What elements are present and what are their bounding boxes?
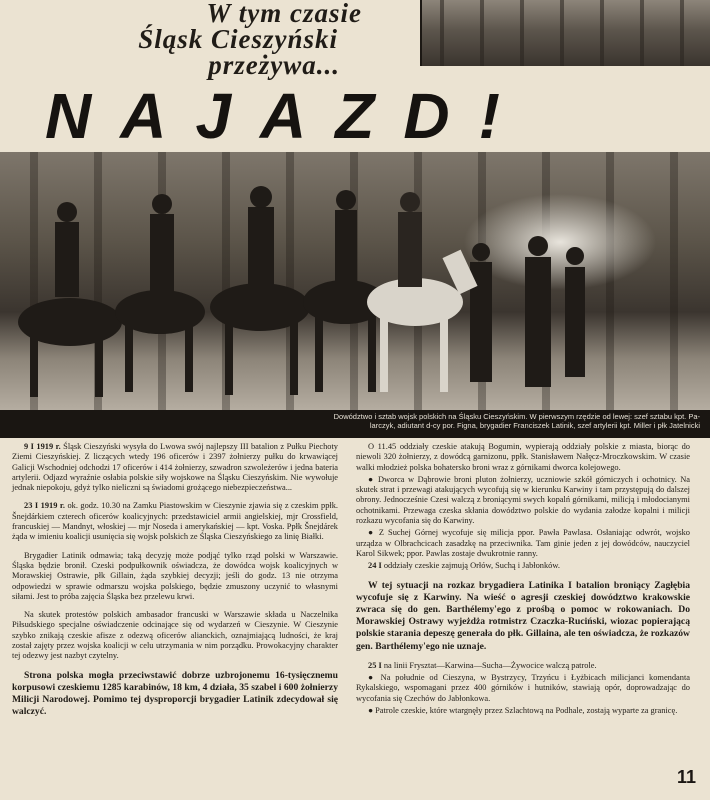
- paragraph-text: O 11.45 oddziały czeskie atakują Bogumin, wypierają oddziały polskie z miasta, biorąc do niewoli 320 żołnierzy, z dowódcą garnizonu, ppłk. Stanisławem Nałęcz-Mroczkowskim. W czasie walki młodzież polska bohatersko broni wraz z górnikami dworca kolejowego.: [356, 442, 690, 472]
- paragraph-text: ● Patrole czeskie, które wtargnęły przez Szlachtową na Podhale, zostają wyparte za granicę.: [368, 705, 678, 715]
- left-column: [12, 442, 338, 720]
- paragraph-bold: [356, 580, 690, 653]
- date: 9 I 1919 r.: [24, 442, 61, 451]
- paragraph-text: na linii Frysztat—Karwina—Sucha—Żywocice walczą patrole.: [381, 660, 597, 670]
- headline-line-3: przeżywa...: [208, 50, 340, 80]
- paragraph: [356, 661, 690, 671]
- headline-line-1: W tym czasie: [206, 0, 362, 28]
- paragraph-text: W tej sytuacji na rozkaz brygadiera Latinika I batalion broniący Zagłębia wycofuje się z Karwiny. Na wieść o agresji czeskiej dowództwo krakowskie zwraca się do gen. Barthélemy'ego z prośbą o pomoc w rokowaniach. Do Morawskiej Ostrawy wyjeżdża rotmistrz Czaczka-Ruciński, wiozac popierającą polskie starania depeszę generała do płk. Gillaina, ale ten oświadcza, że rozkazów gen. Barthélemy'ego nie uznaje.: [356, 579, 690, 652]
- paragraph-text: Na skutek protestów polskich ambasador francuski w Warszawie składa u Naczelnika Piłsudskiego specjalne oświadczenie odcinające się od wydarzeń w Cieszynie. W Cieszynie szybko znikają czeskie afisze z odezwą oficerów alianckich, oznajmiającą ludności, że kraj został zajęty przez wojska koalicji w celu utrzymania w nim porządku. Prowokacyjny charakter tej odezwy jest nazbyt czytelny.: [12, 610, 338, 661]
- paragraph: [12, 610, 338, 661]
- paragraph-bold: [12, 670, 338, 719]
- paragraph: [356, 528, 690, 559]
- headline-block: [0, 0, 420, 80]
- paragraph: [356, 442, 690, 473]
- top-photo: [420, 0, 710, 66]
- page-number: 11: [676, 767, 696, 787]
- photo-caption: [0, 410, 710, 438]
- photo-caption-line-2: larczyk, adiutant d-cy por. Figna, brygadier Franciszek Latinik, szef artylerii kpt. Miller i płk Jatelnicki: [369, 421, 700, 430]
- paragraph-text: Brygadier Latinik odmawia; taką decyzję może podjąć tylko rząd polski w Warszawie. Śląska będzie bronił. Czeski podpułkownik oświadcza, że dowódca wojsk koalicyjnych w Morawskiej Ostrawie, płk Gillain, żąda szybkiej decyzji; jeśli do godz. 13 nie otrzyma odpowiedzi w sprawie odmarszu wojska polskiego, będzie zmuszony uczynić to własnymi siłami. Jest to próba zajęcia Śląska bez przelewu krwi.: [12, 550, 338, 601]
- paragraph-text: ● Dworca w Dąbrowie broni pluton żołnierzy, uczniowie szkół górniczych i ochotnicy. Na skutek strat i przewagi atakujących wycofują się w kierunku Karwiny i tam przystępują do dalszej obrony. Jednocześnie Czesi walczą z broniącymi swych kopalń górnikami, milicją i młodocianymi ochotnikami. Przewaga czeska skłania dowództwo polskie do wydania załodze kopalni i milicji rozkazu wycofania się do Karwiny.: [356, 474, 690, 526]
- paragraph: [356, 706, 690, 716]
- paragraph: [356, 673, 690, 704]
- photo-silhouettes: [0, 152, 710, 410]
- paragraph: [356, 475, 690, 526]
- paragraph-text: Śląsk Cieszyński wysyła do Lwowa swój najlepszy III batalion z Pułku Piechoty Ziemi Cieszyńskiej. Z liczących wtedy 196 oficerów i 2397 żołnierzy pułku do krwawiącej Galicji Wschodniej odchodzi 17 oficerów i 414 żołnierzy, szwadron szwoleżerów i jedna bateria artylerii. Odjazd wyraźnie osłabia polskie siły wojskowe na Śląsku Cieszyńskim. Nie wywołuje jednak niepokoju, gdyż tylko nieliczni są świadomi grożącego niebezpieczeństwa...: [12, 442, 338, 493]
- paragraph-text: Strona polska mogła przeciwstawić dobrze uzbrojonemu 16-tysięcznemu korpusowi czeskiemu 1285 karabinów, 18 km, 4 działa, 35 szabel i 600 żołnierzy Milicji Narodowej. Pomimo tej dysproporcji brygadier Latinik zdecydował się walczyć.: [12, 669, 338, 718]
- paragraph-text: ● Z Suchej Górnej wycofuje się milicja ppor. Pawła Pawlasa. Osłaniając odwrót, wojsko urządza w Olbrachcicach zasadzkę na przeciwnika. Tam ginie jeden z jej dowódców, nauczyciel Karol Sikwek; ppor. Pawlas zostaje dwukrotnie ranny.: [356, 528, 690, 558]
- date: 25 I: [368, 660, 382, 670]
- headline-line-2: Śląsk Cieszyński: [138, 24, 338, 54]
- main-photo: [0, 152, 710, 410]
- photo-caption-line-1: Dowództwo i sztab wojsk polskich na Śląsku Cieszyńskim. W pierwszym rzędzie od lewej: szef sztabu kpt. Pa-: [333, 412, 700, 421]
- paragraph-text: oddziały czeskie zajmują Orłów, Suchą i Jabłonków.: [381, 561, 560, 571]
- paragraph-text: ● Na południe od Cieszyna, w Bystrzycy, Trzyńcu i Łyżbicach milicjanci komendanta Rykalskiego, wspomagani przez 400 górników i hutników, stawiają opór, doprowadzając do wycofania się Czechów do Jabłonkowa.: [356, 673, 690, 703]
- paragraph: [12, 551, 338, 602]
- date: 24 I: [368, 561, 382, 571]
- date: 23 I 1919 r.: [24, 501, 65, 511]
- paragraph: [356, 561, 690, 571]
- main-title: NAJAZD!: [45, 80, 529, 152]
- paragraph-text: ok. godz. 10.30 na Zamku Piastowskim w Cieszynie zjawia się z czeskim ppłk. Šnejdárkiem czterech oficerów koalicyjnych: przedstawiciel armii angielskiej, mjr Crossfield, francuskiej — Mandnyt, włoskiej — mjr Noseda i amerykańskiej — kpt. Voska. Ppłk Šnejdárek żąda w imieniu koalicji usunięcia się wojsk polskich ze Śląska Cieszyńskiego za linię Białki.: [12, 501, 338, 542]
- right-column: [356, 442, 690, 718]
- paragraph: [12, 442, 338, 493]
- paragraph: [12, 501, 338, 542]
